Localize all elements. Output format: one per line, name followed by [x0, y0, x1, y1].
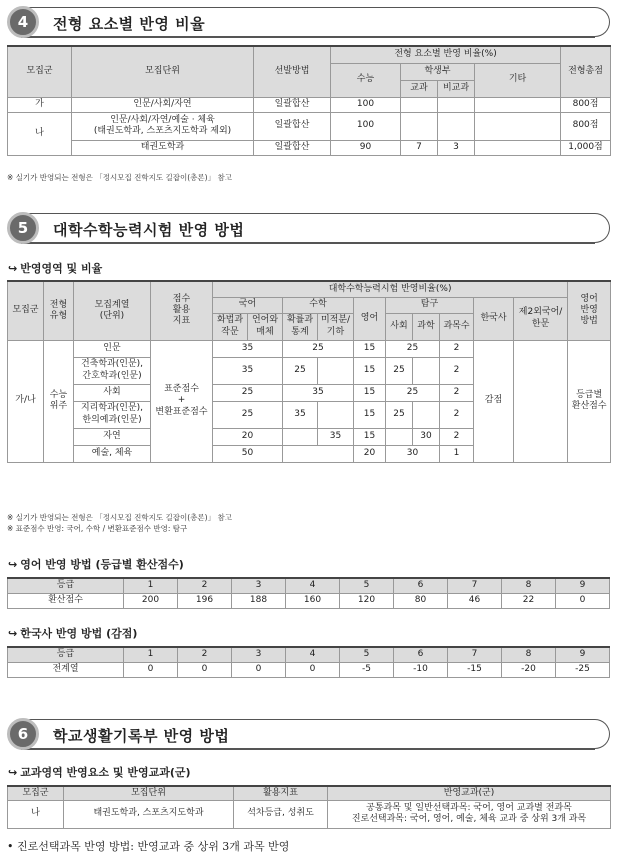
th-total: 전형총점: [561, 46, 611, 97]
arrow-icon: ↪: [8, 557, 18, 571]
table-row: 사회 25 35 15 25 2: [8, 384, 611, 401]
th-nonsubject: 비교과: [438, 80, 475, 97]
table-row: 지리학과(인문), 한의예과(인문) 25 35 15 25 2: [8, 401, 611, 428]
subheading: ↪ 영어 반영 방법 (등급별 환산점수): [8, 557, 184, 571]
subheading: ↪ 교과영역 반영요소 및 반영교과(군): [8, 765, 191, 779]
section-number-badge: 6: [7, 718, 39, 750]
table-row: 환산점수 200 196 188 160 120 80 46 22 0: [8, 593, 610, 608]
table-row: 건축학과(인문), 간호학과(인문) 35 25 15 25 2: [8, 357, 611, 384]
arrow-icon: ↪: [8, 626, 18, 640]
table-row: 태권도학과 일괄합산 90 7 3 1,000점: [8, 140, 611, 155]
table-row: 가/나 수능 위주 인문 표준점수 + 변환표준점수 35 25 15 25 2 감점 등급별 환산점수: [8, 340, 611, 357]
note: ※ 표준점수 반영: 국어, 수학 / 변환표준점수 반영: 탐구: [7, 524, 188, 533]
section5-header: [7, 212, 610, 244]
section4-header: [7, 6, 610, 38]
suneung-ratio-table: 모집군 전형 유형 모집계열 (단위) 점수 활용 지표 대학수학능력시험 반영비율(%) 영어 반영 방법 국어 수학 영어 탐구 한국사 제2외국어/ 한문 화법과 작문 언어와 매체 확률과 통계 미적분/ 기하 사회 과학 과목수 가/나 수능 위주 인문 표준점수 + 변환표준점수 35 25 15 25 2 감점 등급별 환산점수 건축학과(인문), 간호학과(인문) 35 25 15 25 2 사회 25 35 15 25 2 지리학과(인문), 한의예과(인문) 25 35 15 25 2 자연 20 35 15 30 2 예술, 체육 50 20 30 1: [7, 280, 611, 463]
subheading: ↪ 반영영역 및 비율: [8, 261, 103, 275]
th-ratio: 전형 요소별 반영 비율(%): [331, 46, 561, 63]
th-unit: 모집단위: [72, 46, 254, 97]
arrow-icon: ↪: [8, 261, 18, 275]
th-etc: 기타: [475, 63, 561, 97]
english-grade-table: 등급 1 2 3 4 5 6 7 8 9 환산점수 200 196 188 160 120 80 46 22 0: [7, 577, 610, 609]
th-subject: 교과: [401, 80, 438, 97]
history-grade-table: 등급 1 2 3 4 5 6 7 8 9 전계열 0 0 0 0 -5 -10 -15 -20 -25: [7, 646, 610, 678]
table-row: 나 인문/사회/자연/예술 · 체육 (태권도학과, 스포츠지도학과 제외) 일괄합산 100 800점: [8, 112, 611, 140]
section-number-badge: 5: [7, 212, 39, 244]
table-row: 예술, 체육 50 20 30 1: [8, 445, 611, 462]
section-title: 학교생활기록부 반영 방법: [53, 727, 230, 745]
table-row: 전계열 0 0 0 0 -5 -10 -15 -20 -25: [8, 662, 610, 677]
section-number-badge: 4: [7, 6, 39, 38]
th-method: 선발방법: [254, 46, 331, 97]
th-group: 모집군: [8, 46, 72, 97]
section6-header: [7, 718, 610, 750]
ratio-table: [7, 45, 611, 156]
note: ※ 실기가 반영되는 전형은 「정시모집 진학지도 길잡이(총론)」 참고: [7, 513, 232, 522]
arrow-icon: ↪: [8, 765, 18, 779]
section-title: 대학수학능력시험 반영 방법: [53, 221, 245, 239]
th-suneung: 수능: [331, 63, 401, 97]
table-row: 나 태권도학과, 스포츠지도학과 석차등급, 성취도 공통과목 및 일반선택과목: 국어, 영어 교과별 전과목 진로선택과목: 국어, 영어, 예술, 체육 교과 중 상위 3개 과목: [8, 800, 611, 828]
school-record-table: 모집군 모집단위 활용지표 반영교과(군) 나 태권도학과, 스포츠지도학과 석차등급, 성취도 공통과목 및 일반선택과목: 국어, 영어 교과별 전과목 진로선택과목: 국어, 영어, 예술, 체육 교과 중 상위 3개 과목: [7, 785, 611, 829]
table-row: 자연 20 35 15 30 2: [8, 428, 611, 445]
footnote: • 진로선택과목 반영 방법: 반영교과 중 상위 3개 과목 반영: [7, 840, 290, 853]
table-row: 가 인문/사회/자연 일괄합산 100 800점: [8, 97, 611, 112]
note: ※ 실기가 반영되는 전형은 「정시모집 진학지도 길잡이(총론)」 참고: [7, 173, 232, 182]
subheading: ↪ 한국사 반영 방법 (감점): [8, 626, 138, 640]
th-record: 학생부: [401, 63, 475, 80]
section-title: 전형 요소별 반영 비율: [53, 15, 206, 33]
